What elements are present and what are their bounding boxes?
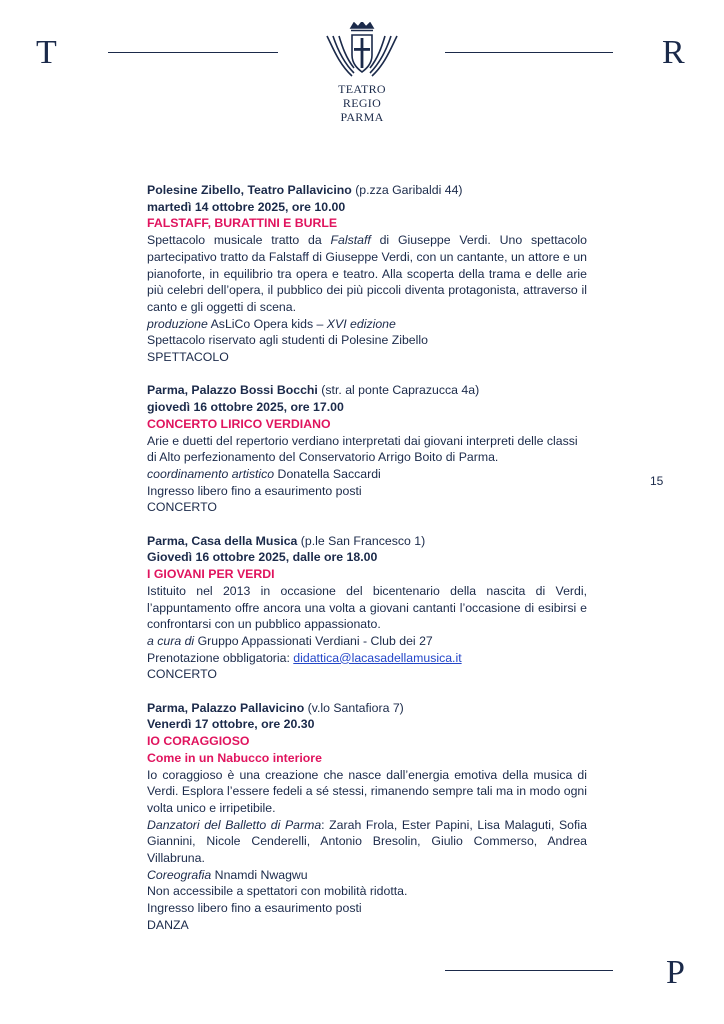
event-venue: Polesine Zibello, Teatro Pallavicino [147,183,352,197]
event-date: Giovedì 16 ottobre 2025, dalle ore 18.00 [147,550,378,565]
crown-crest-icon [323,22,401,82]
event-venue: Parma, Palazzo Pallavicino [147,700,305,715]
theatre-logo [318,22,406,124]
event-title: IO CORAGGIOSO [147,734,250,749]
event-address: (v.lo Santafiora 7) [307,700,404,715]
logo-line-2: PARMA [340,110,384,124]
event-credit-choreography: Coreografia Nnamdi Nwagwu [147,867,308,882]
header-letter-right: R [662,34,685,71]
footer-rule [445,970,613,971]
event-credit: a cura di Gruppo Appassionati Verdiani - Club dei 27 [147,633,433,648]
event-date: Venerdì 17 ottobre, ore 20.30 [147,717,315,732]
event-note: Non accessibile a spettatori con mobilità ridotta. [147,884,408,899]
event-category: CONCERTO [147,667,217,682]
event-category: CONCERTO [147,500,217,515]
event-category: SPETTACOLO [147,350,229,365]
event-title: FALSTAFF, BURATTINI E BURLE [147,216,338,231]
event-credit: Danzatori del Balletto di Parma: Zarah Frola, Ester Papini, Lisa Malaguti, Sofia Giannini, Nicole Cenderelli, Antonio Bresolin, Giulio Commerso, Andrea Villabruna. [147,817,587,866]
event-address: (p.le San Francesco 1) [300,533,426,548]
event-date: martedì 14 ottobre 2025, ore 10.00 [147,199,346,214]
event-concerto-lirico [147,382,587,516]
event-listing [147,182,587,950]
event-title: I GIOVANI PER VERDI [147,567,275,582]
event-booking: Prenotazione obbligatoria: didattica@lacasadellamusica.it [147,650,462,665]
event-io-coraggioso [147,700,587,934]
event-address: (p.zza Garibaldi 44) [355,183,463,197]
header-letter-left: T [36,34,57,71]
event-note: Spettacolo riservato agli studenti di Polesine Zibello [147,333,428,348]
event-subtitle: Come in un Nabucco interiore [147,750,322,765]
booking-email-link[interactable]: didattica@lacasadellamusica.it [293,650,462,665]
logo-line-1: TEATRO REGIO [338,82,386,110]
page-number: 15 [650,474,664,488]
event-description: Istituito nel 2013 in occasione del bicentenario della nascita di Verdi, l’appuntamento offre ancora una volta a giovani cantanti l’occasione di esibirsi e confrontarsi con un pubblico appassionato. [147,583,587,632]
event-credit: produzione AsLiCo Opera kids – XVI edizione [147,316,396,331]
event-note-2: Ingresso libero fino a esaurimento posti [147,901,362,916]
event-title: CONCERTO LIRICO VERDIANO [147,416,331,431]
event-description: Arie e duetti del repertorio verdiano interpretati dai giovani interpreti delle classi di Alto perfezionamento del Conservatorio Arrigo Boito di Parma. [147,433,578,465]
event-description: Io coraggioso è una creazione che nasce dall’energia emotiva della musica di Verdi. Esplora l’essere fedeli a sé stessi, rimanendo sempre tali ma in modo ogni volta unico e irripetibile. [147,767,587,815]
event-venue: Parma, Palazzo Bossi Bocchi [147,383,318,398]
event-description: Spettacolo musicale tratto da Falstaff di Giuseppe Verdi. Uno spettacolo partecipativo tratto da Falstaff di Giuseppe Verdi, con un cantante, un attore e un pianoforte, in equilibrio tra opera e teatro. Alla scoperta della trama e delle arie più celebri dell’opera, il pubblico dei più piccoli diventa protagonista, attraverso il canto e gli oggetti di scena. [147,233,588,314]
event-credit: coordinamento artistico Donatella Saccardi [147,466,381,481]
event-falstaff [147,182,587,366]
event-address: (str. al ponte Caprazucca 4a) [321,383,480,398]
event-date: giovedì 16 ottobre 2025, ore 17.00 [147,400,344,415]
event-venue: Parma, Casa della Musica [147,533,298,548]
header-rule-left [108,52,278,53]
event-category: DANZA [147,917,189,932]
event-note: Ingresso libero fino a esaurimento posti [147,483,362,498]
header-rule-right [445,52,613,53]
event-giovani-per-verdi [147,533,587,683]
footer-letter: P [666,954,685,991]
